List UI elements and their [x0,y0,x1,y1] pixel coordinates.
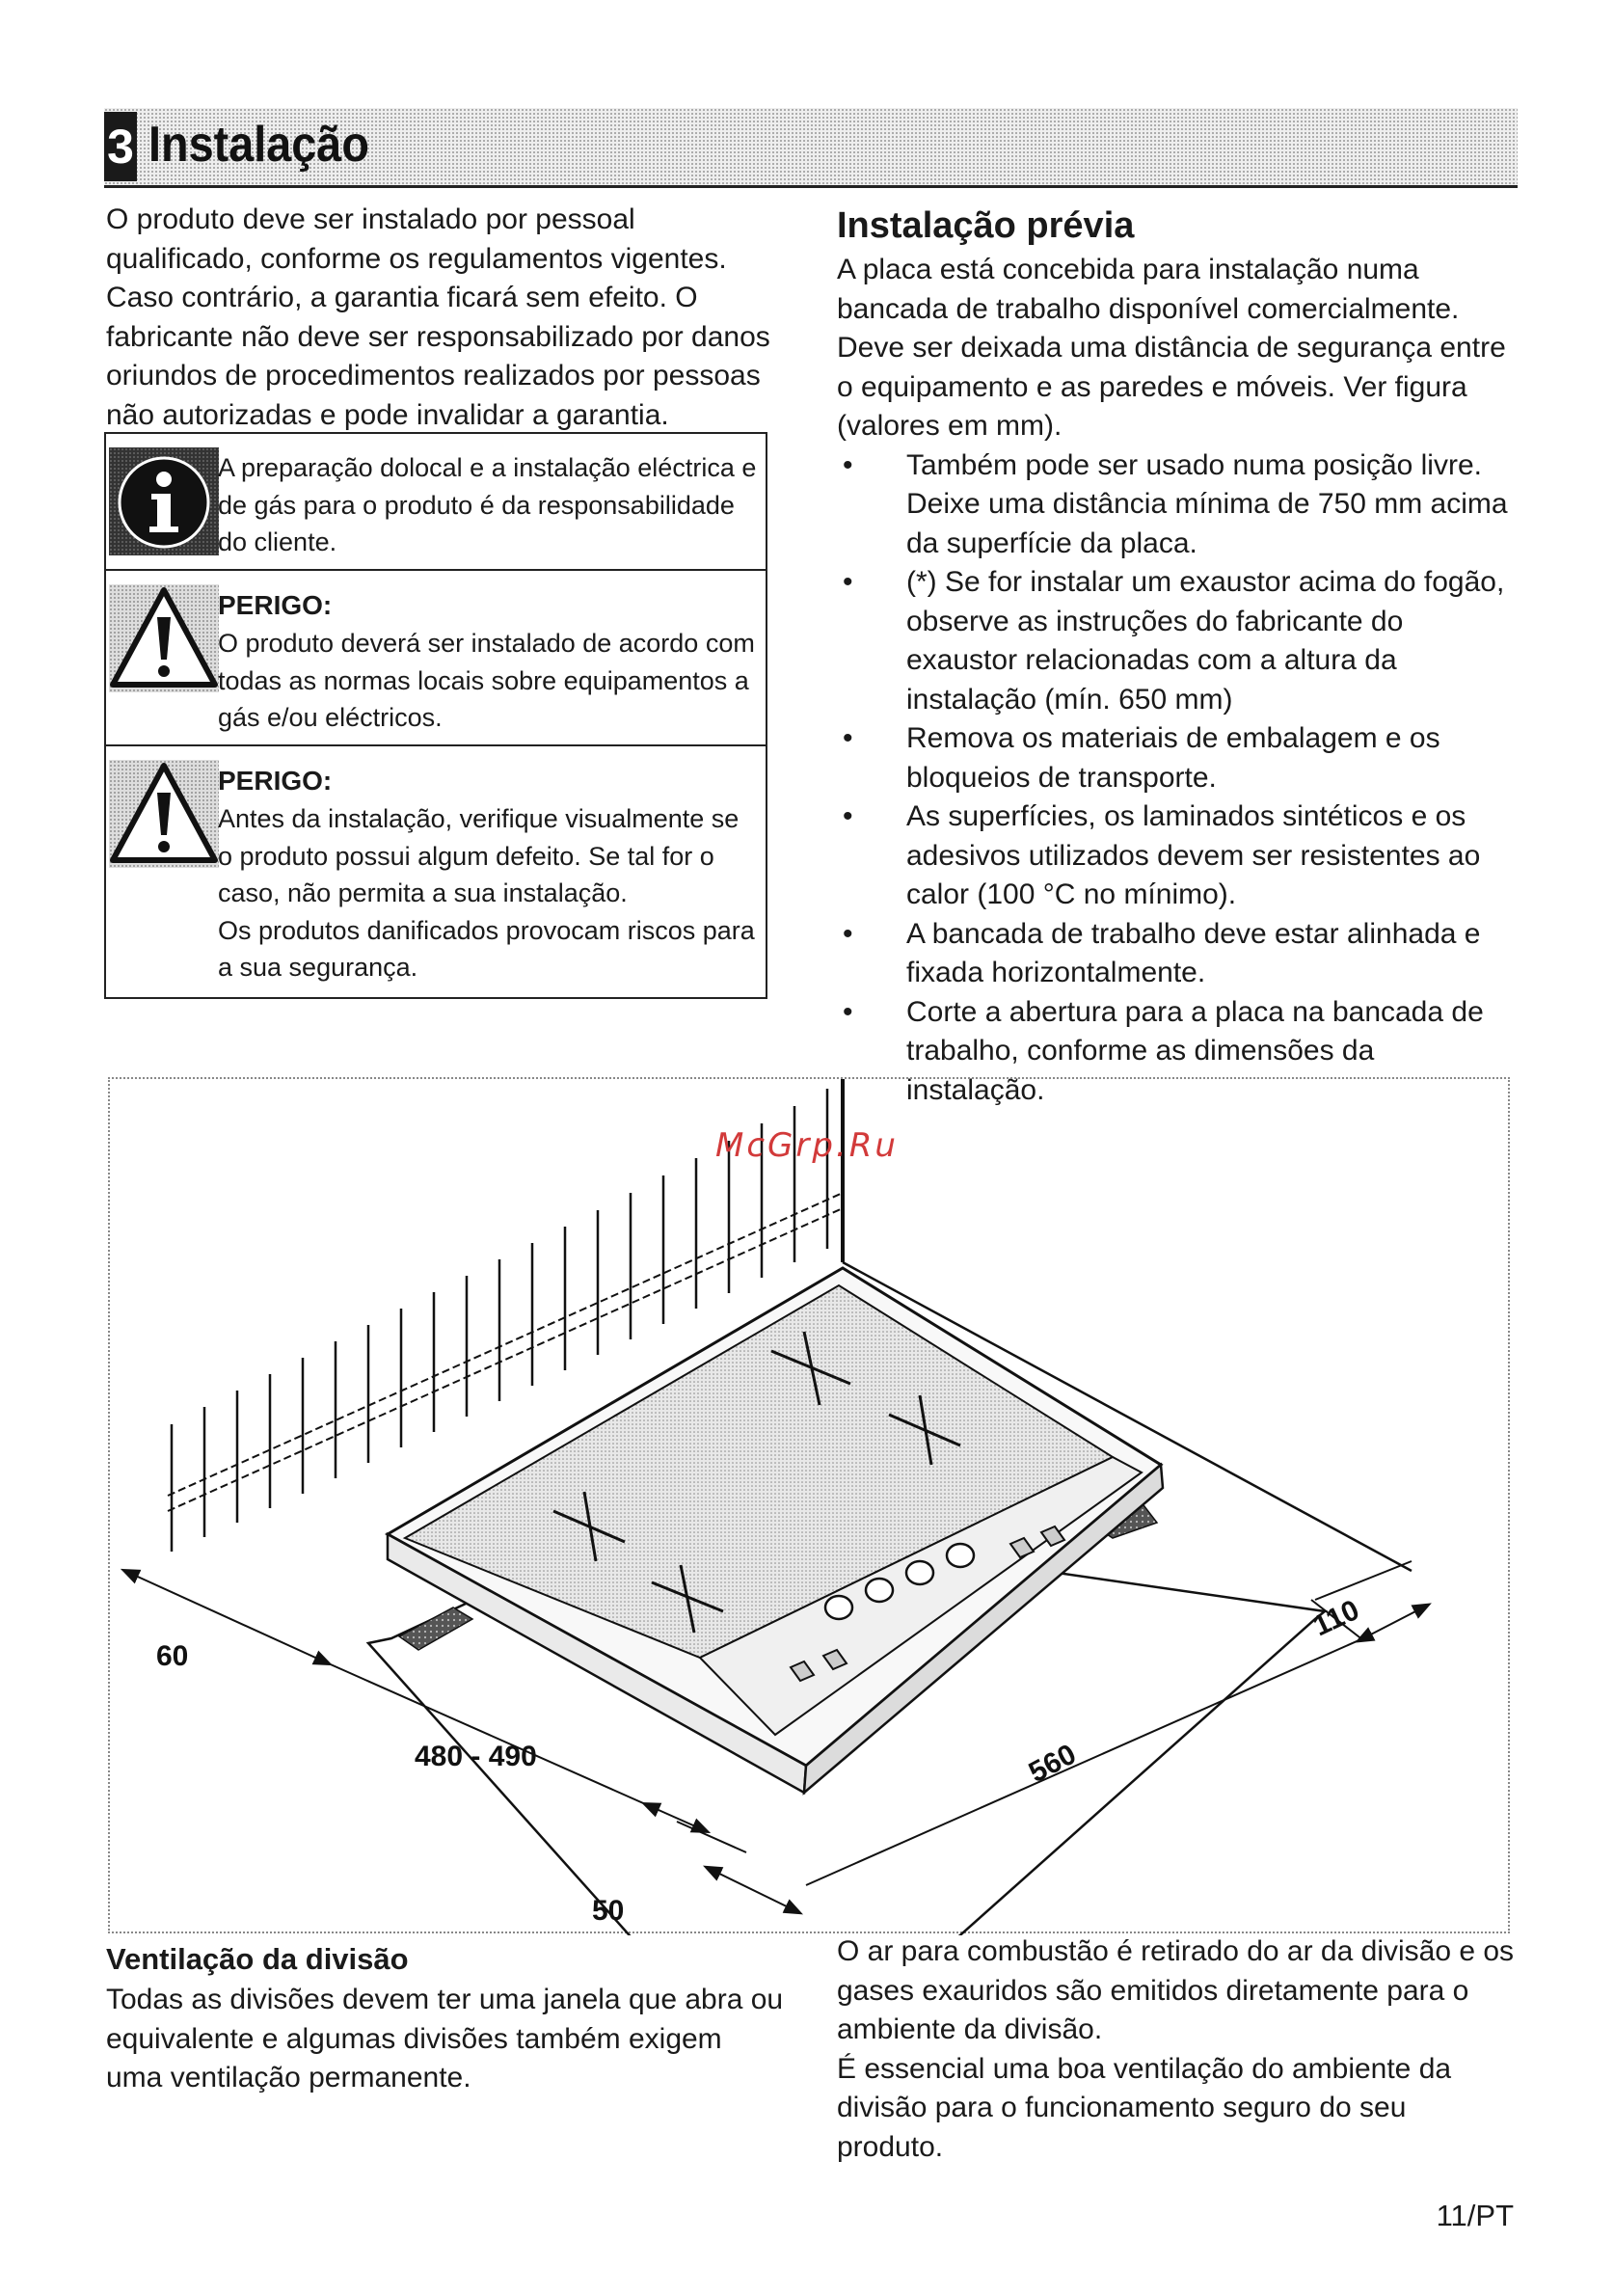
dim-label-60: 60 [156,1640,189,1672]
page-number: 11/PT [1436,2199,1514,2232]
intro-column [106,201,786,435]
ventilation-paragraph: O ar para combustão é retirado do ar da divisão e os gases exauridos são emitidos diretamente para o ambiente da divisão. [837,1935,1515,2045]
dim-label-560: 560 [1023,1738,1082,1790]
ventilation-paragraph: Todas as divisões devem ter uma janela que abra ou equivalente e algumas divisões também exigem uma ventilação permanente. [106,1984,784,2093]
list-item: • Remova os materiais de embalagem e os bloqueios de transporte. [837,719,1518,797]
watermark: McGrp.Ru [715,1126,899,1165]
warning-triangle-icon [109,760,219,868]
pre-install-heading: Instalação prévia [837,205,1135,246]
dim-label-480-490: 480 - 490 [415,1741,537,1772]
ventilation-heading: Ventilação da divisão [106,1942,409,1976]
ventilation-paragraph: É essencial uma boa ventilação do ambiente da divisão para o funcionamento seguro do seu produto. [837,2052,1452,2163]
pre-install-column [837,204,1518,1110]
danger-title: PERIGO: [218,766,333,796]
info-icon [109,447,219,555]
danger-notice-1 [106,571,766,746]
section-title: Instalação [148,117,369,173]
dim-label-110: 110 [1308,1593,1364,1643]
danger-text: O produto deverá ser instalado de acordo com todas as normas locais sobre equipamentos a gás e/ou eléctricos. [218,629,755,732]
section-header [104,108,1518,188]
danger-notice-2 [106,746,766,997]
pre-install-list [837,446,1518,1111]
list-item: • A bancada de trabalho deve estar alinhada e fixada horizontalmente. [837,915,1518,993]
danger-title: PERIGO: [218,590,333,620]
installation-diagram [110,1079,1512,1935]
ventilation-right [837,1932,1518,2167]
installation-figure [108,1077,1510,1933]
warning-triangle-icon [109,584,219,692]
info-notice-text [218,449,758,561]
dim-line-110 [1363,1607,1423,1638]
danger-text: Os produtos danificados provocam riscos para a sua segurança. [218,915,755,982]
list-item: • As superfícies, os laminados sintéticos e os adesivos utilizados devem ser resistentes ao calor (100 °C no mínimo). [837,797,1518,915]
dim-label-50: 50 [592,1895,625,1927]
info-notice [106,434,766,571]
notice-box [104,432,767,999]
intro-paragraph: O produto deve ser instalado por pessoal qualificado, conforme os regulamentos vigentes. Caso contrário, a garantia ficará sem efeito. O fabricante não deve ser responsabilizado por danos oriundos de procedimentos realizados por pessoas não autorizadas e pode invalidar a garantia. [106,203,770,431]
section-number: 3 [104,112,137,181]
dim-line-50 [712,1870,794,1910]
list-item: • (*) Se for instalar um exaustor acima do fogão, observe as instruções do fabricante do exaustor relacionadas com a altura da instalação (mín. 650 mm) [837,563,1518,719]
pre-install-paragraph: A placa está concebida para instalação numa bancada de trabalho disponível comercialmente. Deve ser deixada uma distância de segurança entre o equipamento e as paredes e móveis. Ver figura (valores em mm). [837,254,1506,442]
list-item: • Também pode ser usado numa posição livre. Deixe uma distância mínima de 750 mm acima da superfície da placa. [837,446,1518,564]
danger-notice-2-text [218,762,758,986]
danger-text: Antes da instalação, verifique visualmente se o produto possui algum defeito. Se tal for o caso, não permita a sua instalação. [218,804,740,907]
list-item: • Corte a abertura para a placa na bancada de trabalho, conforme as dimensões da instalação. [837,993,1518,1111]
danger-notice-1-text [218,586,758,737]
ventilation-left [106,1940,786,2098]
info-text: A preparação dolocal e a instalação eléctrica e de gás para o produto é da responsabilidade do cliente. [218,453,757,556]
